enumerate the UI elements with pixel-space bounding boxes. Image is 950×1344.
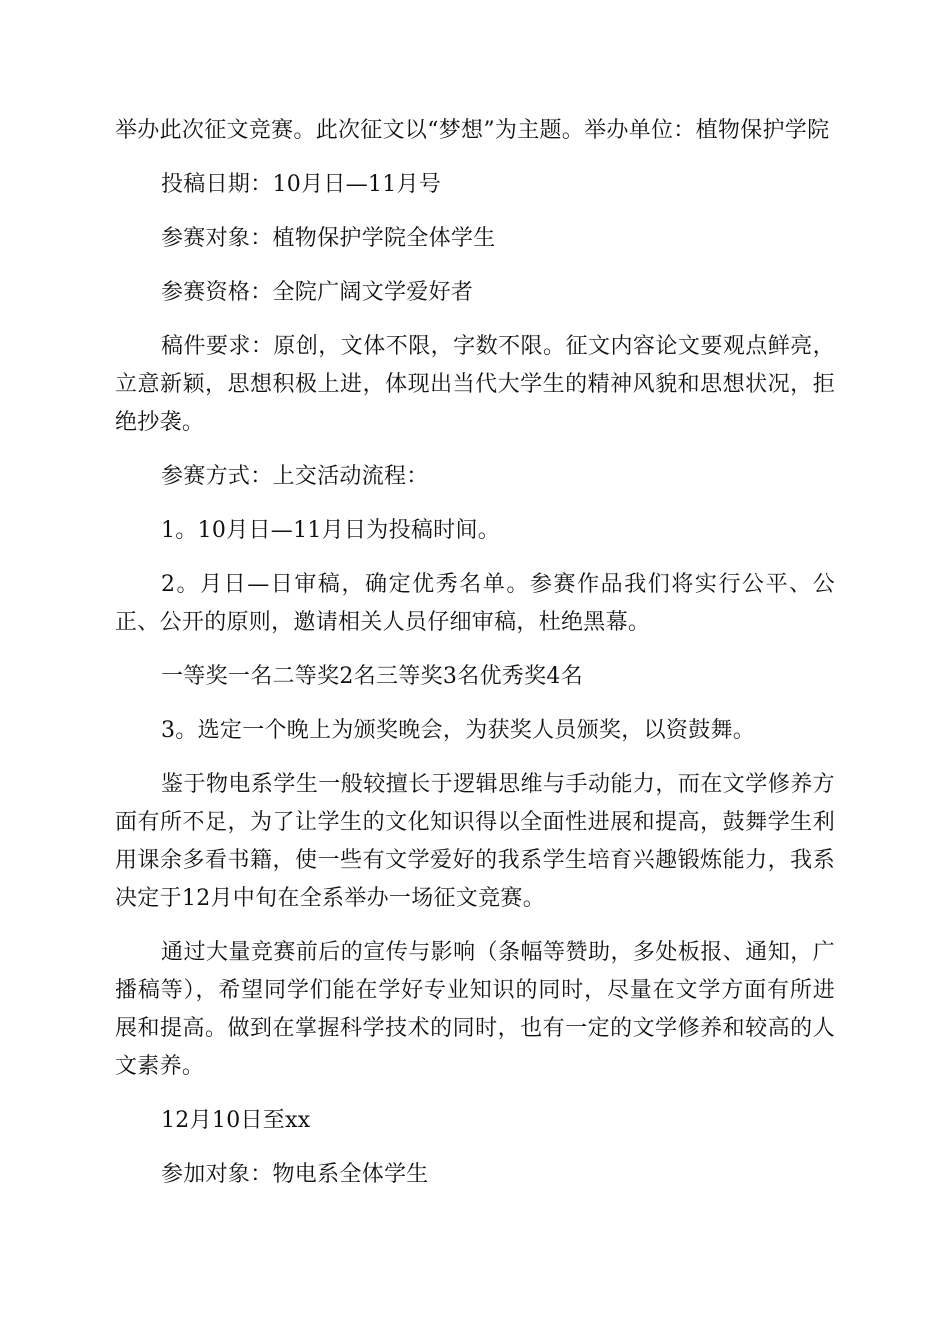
paragraph-participants: 参赛对象：植物保护学院全体学生 xyxy=(161,226,496,251)
document-body xyxy=(115,112,835,1210)
paragraph-step-3: 3。选定一个晚上为颁奖晚会，为获奖人员颁奖，以资鼓舞。 xyxy=(161,718,756,743)
paragraph-promotion: 通过大量竞赛前后的宣传与影响（条幅等赞助，多处板报、通知，广播稿等），希望同学们能在学好专业知识的同时，尽量在文学方面有所进展和提高。做到在掌握科学技术的同时，也有一定的文学修养和较高的人文素养。 xyxy=(115,940,835,1079)
paragraph-intro: 举办此次征文竞赛。此次征文以“梦想”为主题。举办单位：植物保护学院 xyxy=(115,118,830,143)
paragraph-step-2: 2。月日—日审稿，确定优秀名单。参赛作品我们将实行公平、公正、公开的原则，邀请相关人员仔细审稿，杜绝黑幕。 xyxy=(115,572,835,635)
paragraph-submission-date: 投稿日期：10月日—11月号 xyxy=(161,172,442,197)
paragraph-step-1: 1。10月日—11月日为投稿时间。 xyxy=(161,518,501,543)
paragraph-eligibility: 参赛资格：全院广阔文学爱好者 xyxy=(161,280,474,305)
paragraph-background: 鉴于物电系学生一般较擅长于逻辑思维与手动能力，而在文学修养方面有所不足，为了让学生的文化知识得以全面性进展和提高，鼓舞学生利用课余多看书籍，使一些有文学爱好的我系学生培育兴趣锻炼能力，我系决定于12月中旬在全系举办一场征文竞赛。 xyxy=(115,772,835,911)
paragraph-date: 12月10日至xx xyxy=(161,1108,311,1133)
paragraph-awards: 一等奖一名二等奖2名三等奖3名优秀奖4名 xyxy=(161,664,583,689)
paragraph-requirements: 稿件要求：原创，文体不限，字数不限。征文内容论文要观点鲜亮，立意新颖，思想积极上进，体现出当代大学生的精神风貌和思想状况，拒绝抄袭。 xyxy=(115,334,835,435)
paragraph-method: 参赛方式：上交活动流程： xyxy=(161,464,429,489)
paragraph-target: 参加对象：物电系全体学生 xyxy=(161,1162,429,1187)
